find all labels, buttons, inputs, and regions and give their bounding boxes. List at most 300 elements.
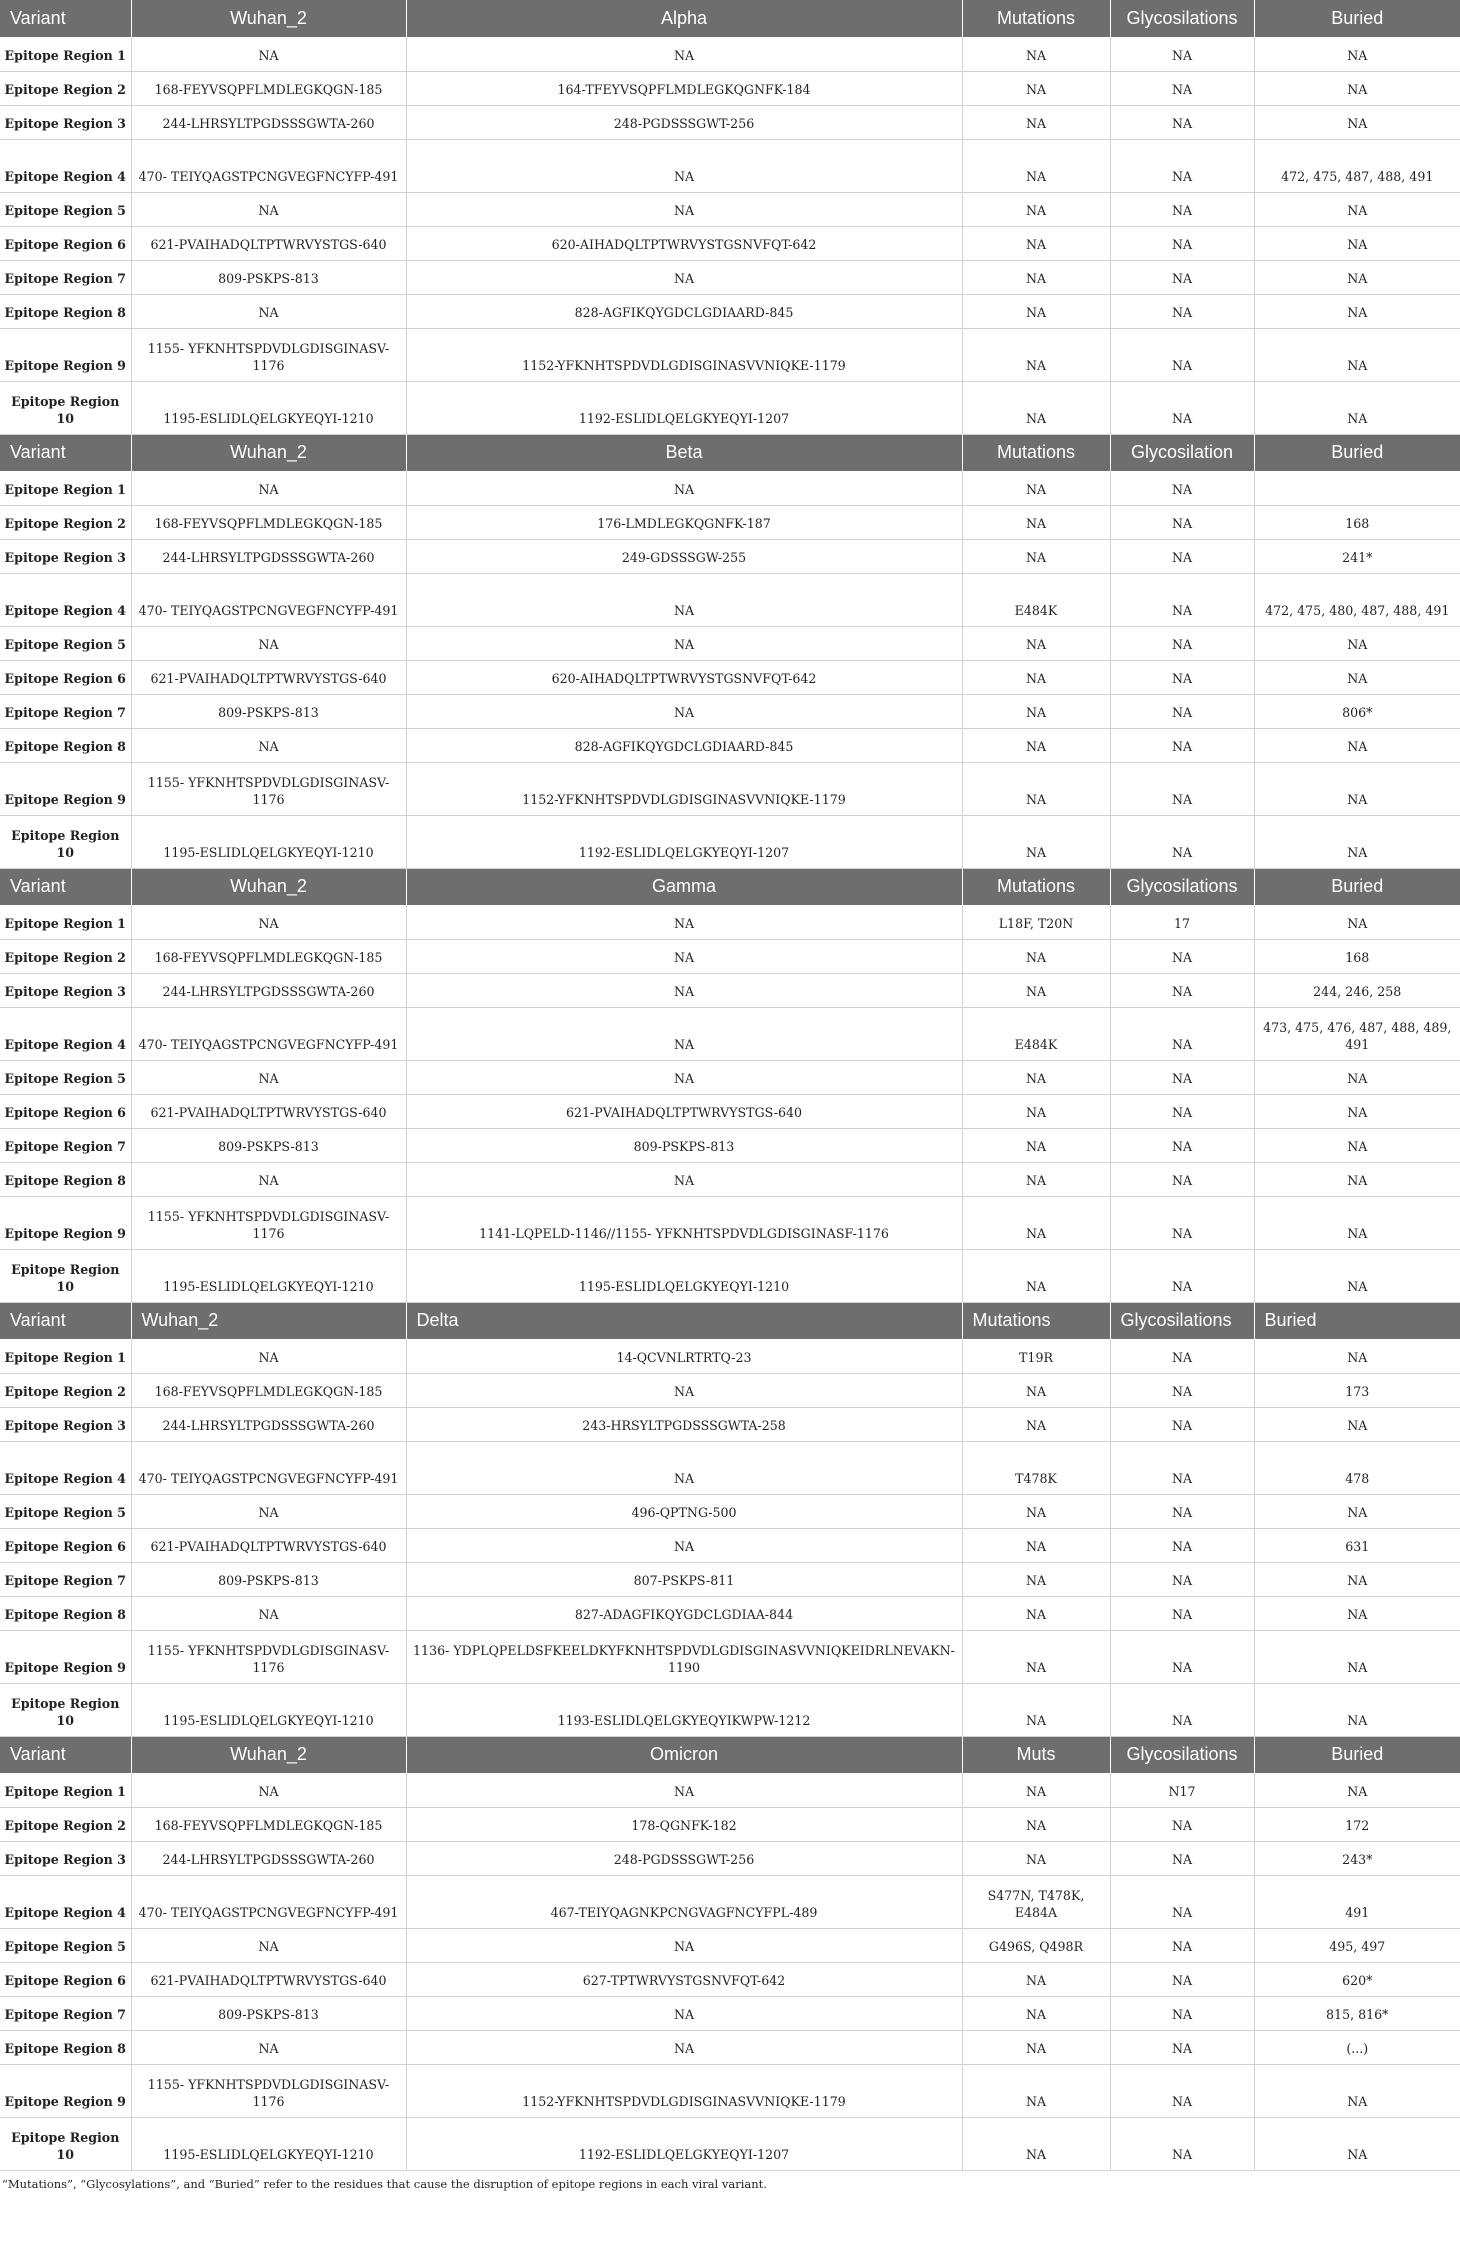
epitope-region-label: Epitope Region 8 [0,1162,131,1196]
epitope-region-label: Epitope Region 7 [0,1562,131,1596]
variant-sequence: NA [406,1060,962,1094]
wuhan-sequence: 470- TEIYQAGSTPCNGVEGFNCYFP-491 [131,139,406,192]
glycosylations-cell: NA [1110,1094,1254,1128]
variant-sequence: 249-GDSSSGW-255 [406,539,962,573]
buried-cell: 472, 475, 480, 487, 488, 491 [1254,573,1460,626]
wuhan-sequence: NA [131,905,406,939]
glycosylations-cell: NA [1110,1962,1254,1996]
buried-cell: 472, 475, 487, 488, 491 [1254,139,1460,192]
mutations-cell: NA [962,1373,1110,1407]
table-row [0,1339,1460,1373]
mutations-cell: G496S, Q498R [962,1928,1110,1962]
glycosylations-cell: NA [1110,1441,1254,1494]
header-reference: Wuhan_2 [131,434,406,471]
glycosylations-cell: NA [1110,1596,1254,1630]
buried-cell: NA [1254,1060,1460,1094]
variant-sequence: NA [406,192,962,226]
wuhan-sequence: 244-LHRSYLTPGDSSSGWTA-260 [131,105,406,139]
buried-cell: NA [1254,728,1460,762]
glycosylations-cell: NA [1110,626,1254,660]
table-row [0,1562,1460,1596]
mutations-cell: NA [962,1807,1110,1841]
wuhan-sequence: 1195-ESLIDLQELGKYEQYI-1210 [131,815,406,868]
epitope-region-label: Epitope Region 5 [0,1060,131,1094]
epitope-region-label: Epitope Region 8 [0,728,131,762]
table-row [0,660,1460,694]
mutations-cell: NA [962,1128,1110,1162]
header-mutations: Mutations [962,0,1110,37]
mutations-cell: NA [962,815,1110,868]
table-row [0,1596,1460,1630]
table-row [0,260,1460,294]
buried-cell: 168 [1254,505,1460,539]
glycosylations-cell: NA [1110,1494,1254,1528]
table-row [0,973,1460,1007]
variant-sequence: 827-ADAGFIKQYGDCLGDIAA-844 [406,1596,962,1630]
wuhan-sequence: 1195-ESLIDLQELGKYEQYI-1210 [131,2117,406,2170]
table-row [0,505,1460,539]
table-row [0,762,1460,815]
wuhan-sequence: NA [131,1928,406,1962]
buried-cell: NA [1254,1128,1460,1162]
glycosylations-cell: NA [1110,1996,1254,2030]
epitope-region-label: Epitope Region 1 [0,37,131,71]
wuhan-sequence: 809-PSKPS-813 [131,1128,406,1162]
mutations-cell: T19R [962,1339,1110,1373]
glycosylations-cell: NA [1110,762,1254,815]
epitope-region-label: Epitope Region 5 [0,1494,131,1528]
glycosylations-cell: N17 [1110,1773,1254,1807]
epitope-region-label: Epitope Region 9 [0,762,131,815]
variant-sequence: 807-PSKPS-811 [406,1562,962,1596]
table-row [0,1962,1460,1996]
mutations-cell: NA [962,1407,1110,1441]
wuhan-sequence: NA [131,294,406,328]
header-variant: Variant [0,434,131,471]
glycosylations-cell: NA [1110,1875,1254,1928]
table-row [0,37,1460,71]
section-header-gamma [0,868,1460,905]
epitope-region-label: Epitope Region 3 [0,973,131,1007]
wuhan-sequence: 1155- YFKNHTSPDVDLGDISGINASV-1176 [131,1630,406,1683]
epitope-region-label: Epitope Region 10 [0,1683,131,1736]
wuhan-sequence: 168-FEYVSQPFLMDLEGKQGN-185 [131,71,406,105]
header-glycosylations: Glycosilations [1110,1302,1254,1339]
header-mutations: Muts [962,1736,1110,1773]
buried-cell: (...) [1254,2030,1460,2064]
epitope-region-label: Epitope Region 4 [0,573,131,626]
wuhan-sequence: NA [131,1060,406,1094]
epitope-region-label: Epitope Region 3 [0,105,131,139]
buried-cell: NA [1254,1683,1460,1736]
mutations-cell: E484K [962,1007,1110,1060]
epitope-region-label: Epitope Region 10 [0,381,131,434]
glycosylations-cell: NA [1110,815,1254,868]
wuhan-sequence: NA [131,1494,406,1528]
buried-cell: NA [1254,1630,1460,1683]
variant-sequence: 1193-ESLIDLQELGKYEQYIKWPW-1212 [406,1683,962,1736]
variant-sequence: 1192-ESLIDLQELGKYEQYI-1207 [406,381,962,434]
buried-cell: NA [1254,1339,1460,1373]
table-row [0,1841,1460,1875]
wuhan-sequence: 621-PVAIHADQLTPTWRVYSTGS-640 [131,226,406,260]
glycosylations-cell: NA [1110,1373,1254,1407]
header-variant-name: Gamma [406,868,962,905]
table-row [0,1094,1460,1128]
variant-sequence: NA [406,905,962,939]
table-row [0,1162,1460,1196]
mutations-cell: NA [962,294,1110,328]
wuhan-sequence: NA [131,1773,406,1807]
mutations-cell: E484K [962,573,1110,626]
table-row [0,1773,1460,1807]
mutations-cell: NA [962,1094,1110,1128]
buried-cell: NA [1254,1162,1460,1196]
wuhan-sequence: NA [131,1162,406,1196]
variant-sequence: NA [406,939,962,973]
header-variant: Variant [0,1302,131,1339]
mutations-cell: NA [962,1562,1110,1596]
epitope-region-label: Epitope Region 5 [0,626,131,660]
glycosylations-cell: NA [1110,694,1254,728]
wuhan-sequence: 470- TEIYQAGSTPCNGVEGFNCYFP-491 [131,573,406,626]
variant-sequence: 1152-YFKNHTSPDVDLGDISGINASVVNIQKE-1179 [406,328,962,381]
header-variant: Variant [0,1736,131,1773]
wuhan-sequence: 168-FEYVSQPFLMDLEGKQGN-185 [131,1807,406,1841]
variant-sequence: NA [406,260,962,294]
glycosylations-cell: NA [1110,105,1254,139]
epitope-region-label: Epitope Region 7 [0,694,131,728]
mutations-cell: NA [962,1196,1110,1249]
epitope-region-label: Epitope Region 6 [0,226,131,260]
epitope-region-label: Epitope Region 4 [0,1875,131,1928]
mutations-cell: NA [962,939,1110,973]
epitope-region-label: Epitope Region 3 [0,539,131,573]
mutations-cell: NA [962,626,1110,660]
buried-cell: 478 [1254,1441,1460,1494]
buried-cell: NA [1254,328,1460,381]
table-row [0,1060,1460,1094]
mutations-cell: NA [962,694,1110,728]
buried-cell: NA [1254,1773,1460,1807]
glycosylations-cell: NA [1110,2064,1254,2117]
buried-cell: NA [1254,1596,1460,1630]
header-variant-name: Alpha [406,0,962,37]
buried-cell: NA [1254,37,1460,71]
glycosylations-cell: NA [1110,1807,1254,1841]
variant-sequence: NA [406,1007,962,1060]
header-glycosylations: Glycosilations [1110,1736,1254,1773]
mutations-cell: NA [962,37,1110,71]
variant-sequence: 243-HRSYLTPGDSSSGWTA-258 [406,1407,962,1441]
glycosylations-cell: NA [1110,539,1254,573]
wuhan-sequence: 1155- YFKNHTSPDVDLGDISGINASV-1176 [131,762,406,815]
header-variant-name: Beta [406,434,962,471]
header-reference: Wuhan_2 [131,868,406,905]
variant-sequence: 1141-LQPELD-1146//1155- YFKNHTSPDVDLGDISGINASF-1176 [406,1196,962,1249]
glycosylations-cell: NA [1110,471,1254,505]
buried-cell: NA [1254,1562,1460,1596]
buried-cell: NA [1254,660,1460,694]
buried-cell: NA [1254,105,1460,139]
glycosylations-cell: NA [1110,728,1254,762]
wuhan-sequence: 168-FEYVSQPFLMDLEGKQGN-185 [131,939,406,973]
mutations-cell: NA [962,539,1110,573]
table-row [0,71,1460,105]
buried-cell: 241* [1254,539,1460,573]
variant-sequence: 164-TFEYVSQPFLMDLEGKQGNFK-184 [406,71,962,105]
table-row [0,1683,1460,1736]
mutations-cell: NA [962,381,1110,434]
table-row [0,2030,1460,2064]
buried-cell: 168 [1254,939,1460,973]
table-row [0,939,1460,973]
buried-cell: 815, 816* [1254,1996,1460,2030]
glycosylations-cell: NA [1110,226,1254,260]
variant-sequence: 627-TPTWRVYSTGSNVFQT-642 [406,1962,962,1996]
variant-sequence: NA [406,1928,962,1962]
epitope-region-label: Epitope Region 4 [0,139,131,192]
mutations-cell: NA [962,1528,1110,1562]
epitope-region-label: Epitope Region 8 [0,2030,131,2064]
table-row [0,1441,1460,1494]
glycosylations-cell: NA [1110,1528,1254,1562]
variant-sequence: 620-AIHADQLTPTWRVYSTGSNVFQT-642 [406,660,962,694]
table-row [0,471,1460,505]
mutations-cell: NA [962,1249,1110,1302]
mutations-cell: NA [962,471,1110,505]
variant-sequence: 1152-YFKNHTSPDVDLGDISGINASVVNIQKE-1179 [406,762,962,815]
mutations-cell: L18F, T20N [962,905,1110,939]
mutations-cell: NA [962,328,1110,381]
epitope-region-label: Epitope Region 5 [0,192,131,226]
wuhan-sequence: 244-LHRSYLTPGDSSSGWTA-260 [131,539,406,573]
glycosylations-cell: NA [1110,1128,1254,1162]
epitope-region-label: Epitope Region 5 [0,1928,131,1962]
variant-sequence: NA [406,139,962,192]
wuhan-sequence: 809-PSKPS-813 [131,260,406,294]
glycosylations-cell: NA [1110,1407,1254,1441]
variant-sequence: 1152-YFKNHTSPDVDLGDISGINASVVNIQKE-1179 [406,2064,962,2117]
wuhan-sequence: 470- TEIYQAGSTPCNGVEGFNCYFP-491 [131,1007,406,1060]
wuhan-sequence: NA [131,192,406,226]
buried-cell: 244, 246, 258 [1254,973,1460,1007]
buried-cell: NA [1254,381,1460,434]
wuhan-sequence: 1195-ESLIDLQELGKYEQYI-1210 [131,1683,406,1736]
buried-cell: NA [1254,1094,1460,1128]
glycosylations-cell: NA [1110,1683,1254,1736]
variant-sequence: NA [406,1162,962,1196]
mutations-cell: NA [962,192,1110,226]
wuhan-sequence: NA [131,1596,406,1630]
epitope-region-label: Epitope Region 7 [0,260,131,294]
header-buried: Buried [1264,1310,1317,1331]
glycosylations-cell: NA [1110,192,1254,226]
table-row [0,1196,1460,1249]
wuhan-sequence: 1195-ESLIDLQELGKYEQYI-1210 [131,1249,406,1302]
mutations-cell: NA [962,1962,1110,1996]
header-mutations: Mutations [962,434,1110,471]
mutations-cell: NA [962,2064,1110,2117]
epitope-region-label: Epitope Region 4 [0,1007,131,1060]
epitope-region-label: Epitope Region 1 [0,471,131,505]
mutations-cell: NA [962,1596,1110,1630]
glycosylations-cell: 17 [1110,905,1254,939]
header-variant: Variant [0,868,131,905]
table-footnote: “Mutations”, “Glycosylations”, and “Buried” refer to the residues that cause the disruption of epitope regions in each viral variant. [2,2176,767,2191]
table-row [0,1007,1460,1060]
table-row [0,1875,1460,1928]
buried-cell: 243* [1254,1841,1460,1875]
table-row [0,1928,1460,1962]
variant-sequence: NA [406,626,962,660]
buried-cell: NA [1254,260,1460,294]
epitope-region-label: Epitope Region 9 [0,2064,131,2117]
mutations-cell: NA [962,260,1110,294]
table-row [0,1373,1460,1407]
glycosylations-cell: NA [1110,1060,1254,1094]
mutations-cell: NA [962,1996,1110,2030]
buried-cell: NA [1254,2064,1460,2117]
table-row [0,626,1460,660]
table-row [0,192,1460,226]
epitope-region-label: Epitope Region 2 [0,1373,131,1407]
mutations-cell: NA [962,728,1110,762]
glycosylations-cell: NA [1110,2030,1254,2064]
glycosylations-cell: NA [1110,660,1254,694]
variant-sequence: 248-PGDSSSGWT-256 [406,1841,962,1875]
mutations-cell: NA [962,505,1110,539]
variant-sequence: NA [406,694,962,728]
wuhan-sequence: 809-PSKPS-813 [131,1996,406,2030]
buried-cell: 620* [1254,1962,1460,1996]
wuhan-sequence: 1155- YFKNHTSPDVDLGDISGINASV-1176 [131,1196,406,1249]
epitope-region-label: Epitope Region 8 [0,1596,131,1630]
table-row [0,1128,1460,1162]
variant-sequence: 248-PGDSSSGWT-256 [406,105,962,139]
table-row [0,1494,1460,1528]
header-mutations: Mutations [962,1302,1110,1339]
mutations-cell: NA [962,1162,1110,1196]
glycosylations-cell: NA [1110,71,1254,105]
header-variant-name: Omicron [406,1736,962,1773]
buried-cell: NA [1254,905,1460,939]
header-glycosylations: Glycosilations [1110,0,1254,37]
mutations-cell: S477N, T478K, E484A [962,1875,1110,1928]
section-header-omicron [0,1736,1460,1773]
epitope-region-label: Epitope Region 2 [0,71,131,105]
glycosylations-cell: NA [1110,973,1254,1007]
wuhan-sequence: NA [131,1339,406,1373]
epitope-region-label: Epitope Region 2 [0,505,131,539]
epitope-region-label: Epitope Region 2 [0,1807,131,1841]
wuhan-sequence: 621-PVAIHADQLTPTWRVYSTGS-640 [131,1528,406,1562]
mutations-cell: NA [962,762,1110,815]
buried-cell: 631 [1254,1528,1460,1562]
mutations-cell: NA [962,1773,1110,1807]
mutations-cell: T478K [962,1441,1110,1494]
glycosylations-cell: NA [1110,1841,1254,1875]
wuhan-sequence: NA [131,728,406,762]
mutations-cell: NA [962,1841,1110,1875]
section-header-beta [0,434,1460,471]
wuhan-sequence: 470- TEIYQAGSTPCNGVEGFNCYFP-491 [131,1875,406,1928]
table-row [0,1630,1460,1683]
epitope-region-label: Epitope Region 2 [0,939,131,973]
table-row [0,2117,1460,2170]
wuhan-sequence: NA [131,626,406,660]
mutations-cell: NA [962,139,1110,192]
buried-cell: NA [1254,1494,1460,1528]
table-row [0,294,1460,328]
section-header-delta [0,1302,1460,1339]
glycosylations-cell: NA [1110,1162,1254,1196]
variant-sequence: NA [406,1373,962,1407]
epitope-region-label: Epitope Region 6 [0,660,131,694]
variant-sequence: 809-PSKPS-813 [406,1128,962,1162]
buried-cell: NA [1254,226,1460,260]
buried-cell: 172 [1254,1807,1460,1841]
mutations-cell: NA [962,1494,1110,1528]
header-buried: Buried [1331,876,1384,897]
table-row [0,139,1460,192]
variant-sequence: 1195-ESLIDLQELGKYEQYI-1210 [406,1249,962,1302]
epitope-region-label: Epitope Region 7 [0,1128,131,1162]
glycosylations-cell: NA [1110,1249,1254,1302]
buried-cell: 806* [1254,694,1460,728]
table-row [0,694,1460,728]
buried-cell [1254,471,1460,505]
mutations-cell: NA [962,1630,1110,1683]
variant-sequence: 467-TEIYQAGNKPCNGVAGFNCYFPL-489 [406,1875,962,1928]
epitope-region-label: Epitope Region 10 [0,2117,131,2170]
mutations-cell: NA [962,2030,1110,2064]
buried-cell: NA [1254,294,1460,328]
header-reference: Wuhan_2 [131,1302,406,1339]
glycosylations-cell: NA [1110,1339,1254,1373]
glycosylations-cell: NA [1110,139,1254,192]
glycosylations-cell: NA [1110,260,1254,294]
table-row [0,905,1460,939]
table-row [0,1407,1460,1441]
buried-cell: 491 [1254,1875,1460,1928]
buried-cell: 495, 497 [1254,1928,1460,1962]
glycosylations-cell: NA [1110,939,1254,973]
buried-cell: 473, 475, 476, 487, 488, 489, 491 [1254,1007,1460,1060]
glycosylations-cell: NA [1110,294,1254,328]
wuhan-sequence: NA [131,2030,406,2064]
glycosylations-cell: NA [1110,1007,1254,1060]
wuhan-sequence: 168-FEYVSQPFLMDLEGKQGN-185 [131,1373,406,1407]
buried-cell: NA [1254,1407,1460,1441]
wuhan-sequence: 809-PSKPS-813 [131,1562,406,1596]
table-row [0,1996,1460,2030]
mutations-cell: NA [962,973,1110,1007]
variant-sequence: 1136- YDPLQPELDSFKEELDKYFKNHTSPDVDLGDISGINASVVNIQKEIDRLNEVAKN-1190 [406,1630,962,1683]
wuhan-sequence: 621-PVAIHADQLTPTWRVYSTGS-640 [131,1094,406,1128]
table-row [0,1807,1460,1841]
variant-sequence: 176-LMDLEGKQGNFK-187 [406,505,962,539]
variant-sequence: NA [406,973,962,1007]
buried-cell: NA [1254,815,1460,868]
header-glycosylations: Glycosilation [1110,434,1254,471]
mutations-cell: NA [962,660,1110,694]
section-header-alpha [0,0,1460,37]
header-mutations: Mutations [962,868,1110,905]
glycosylations-cell: NA [1110,505,1254,539]
wuhan-sequence: 168-FEYVSQPFLMDLEGKQGN-185 [131,505,406,539]
epitope-region-label: Epitope Region 1 [0,1773,131,1807]
